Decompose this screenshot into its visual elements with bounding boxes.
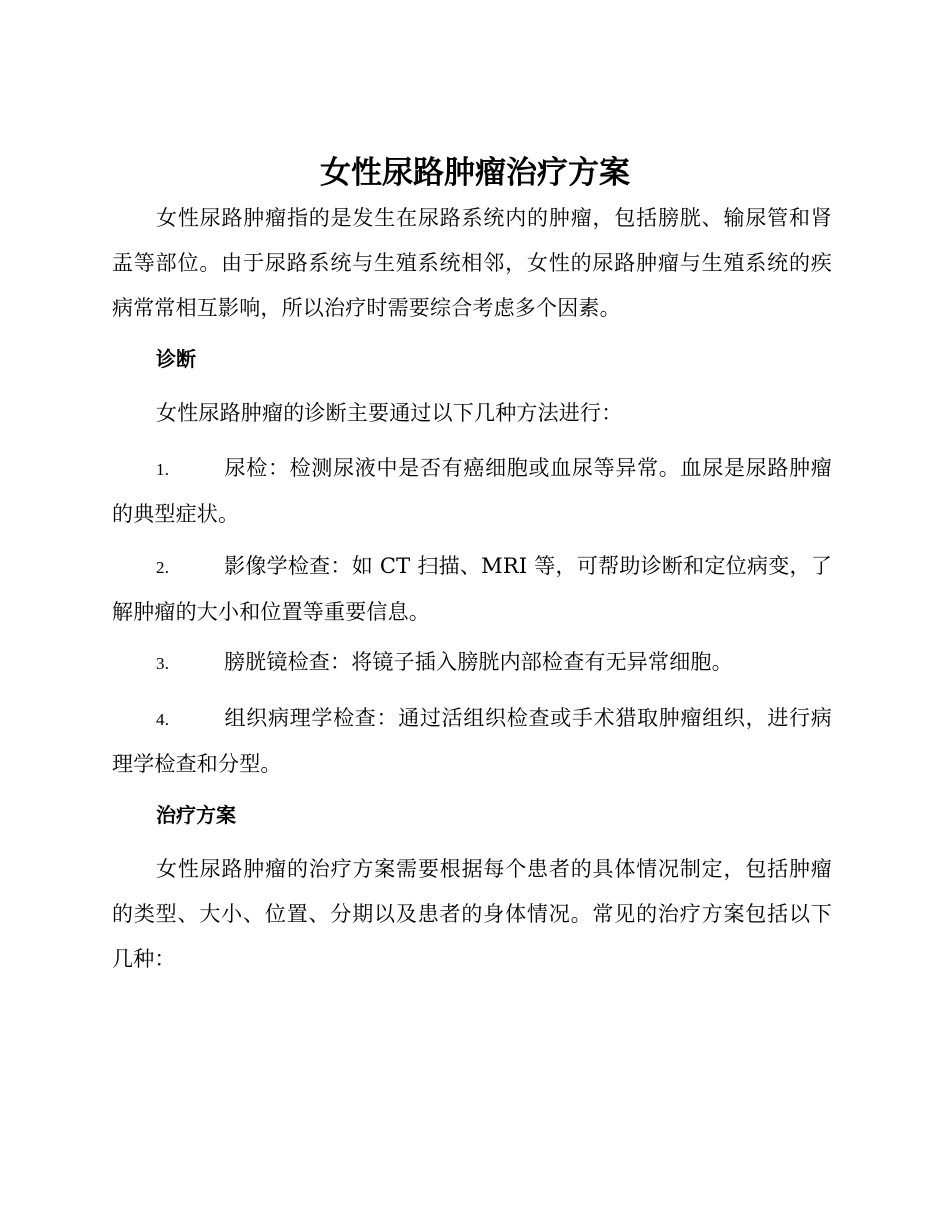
intro-paragraph: 女性尿路肿瘤指的是发生在尿路系统内的肿瘤，包括膀胱、输尿管和肾盂等部位。由于尿路系统与生殖系统相邻，女性的尿路肿瘤与生殖系统的疾病常常相互影响，所以治疗时需要综合考虑多个因素。	[112, 206, 832, 320]
diagnosis-list-item-2	[112, 544, 832, 635]
list-number: 1.	[156, 460, 170, 479]
document-title: 女性尿路肿瘤治疗方案	[320, 155, 630, 191]
diagnosis-lead-paragraph: 女性尿路肿瘤的诊断主要通过以下几种方法进行：	[156, 401, 623, 425]
treatment-paragraph: 女性尿路肿瘤的治疗方案需要根据每个患者的具体情况制定，包括肿瘤的类型、大小、位置、分期以及患者的身体情况。常见的治疗方案包括以下几种：	[112, 857, 832, 971]
list-item-text: 膀胱镜检查：将镜子插入膀胱内部检查有无异常细胞。	[224, 650, 733, 674]
diagnosis-heading: 诊断	[156, 347, 196, 371]
diagnosis-list-item-4	[112, 696, 832, 787]
list-number: 4.	[156, 710, 170, 729]
list-number: 2.	[156, 558, 170, 577]
list-item-text: 组织病理学检查：通过活组织检查或手术猎取肿瘤组织，进行病理学检查和分型。	[112, 706, 832, 776]
list-number: 3.	[156, 654, 170, 673]
list-item-text: 尿检：检测尿液中是否有癌细胞或血尿等异常。血尿是尿路肿瘤的典型症状。	[112, 456, 832, 526]
diagnosis-list-item-3	[112, 640, 832, 686]
treatment-heading: 治疗方案	[156, 803, 236, 827]
list-item-text: 影像学检查：如 CT 扫描、MRI 等，可帮助诊断和定位病变，了解肿瘤的大小和位置等重要信息。	[112, 554, 832, 624]
diagnosis-list-item-1	[112, 446, 832, 537]
